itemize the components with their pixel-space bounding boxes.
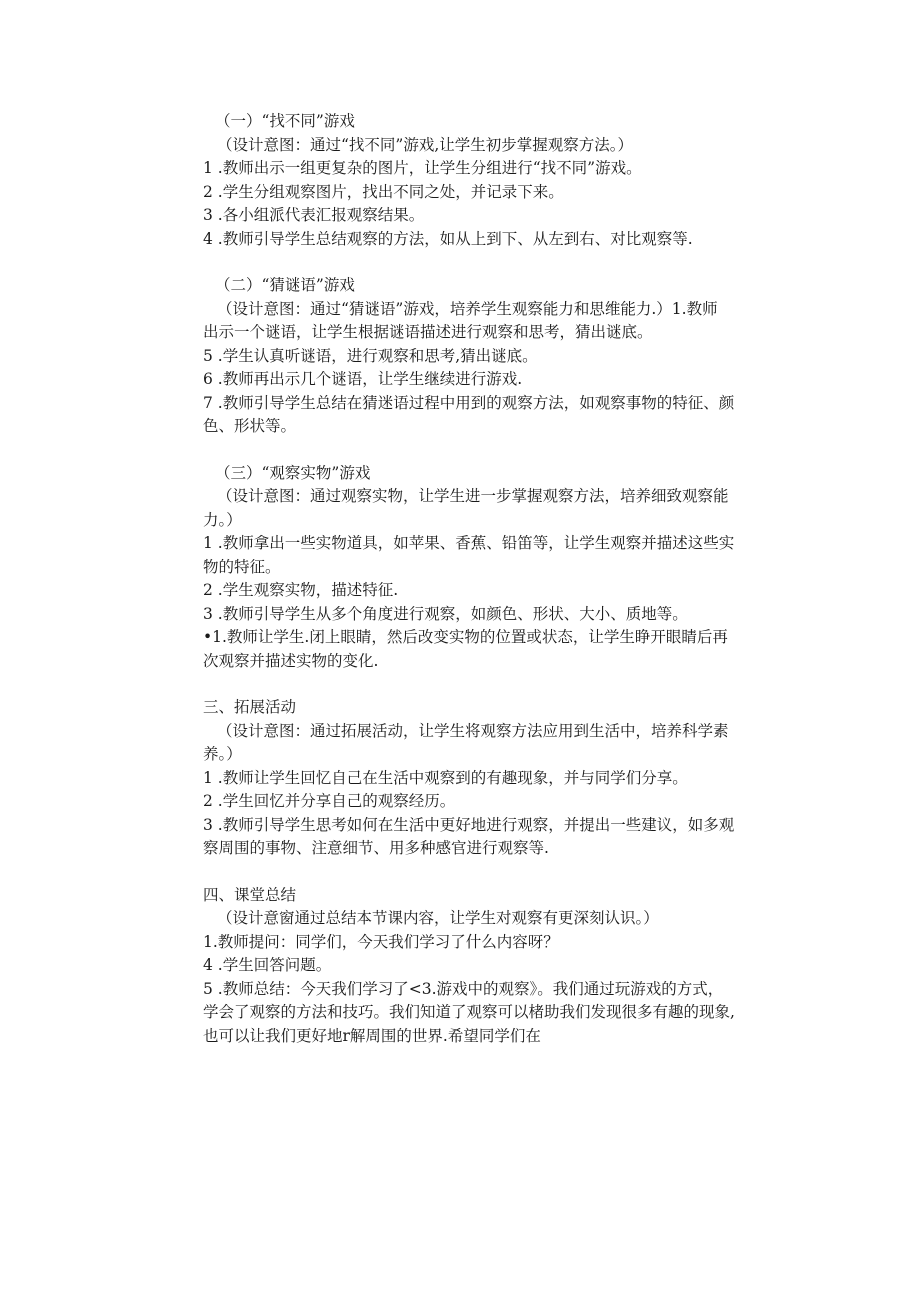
section-class-summary xyxy=(203,884,803,1049)
section-heading: （三）“观察实物”游戏 xyxy=(215,463,371,482)
section-find-differences xyxy=(203,110,803,251)
step-line: 出示一个谜语，让学生根据谜语描述进行观察和思考，猜出谜底。 xyxy=(203,323,653,341)
step-line: 1 .教师拿出一些实物道具，如苹果、香蕉、铅笛等，让学生观察并描述这些实 xyxy=(203,534,735,552)
step-line: 4 .教师引导学生总结观察的方法，如从上到下、从左到右、对比观察等. xyxy=(203,229,693,248)
step-line: 6 .教师再出示几个谜语，让学生继续进行游戏. xyxy=(203,370,523,388)
section-heading: 四、课堂总结 xyxy=(203,885,297,904)
design-intent-line: （设计意图：通过“找不同”游戏,让学生初步掌握观察方法。） xyxy=(217,135,634,154)
step-line: 5 .学生认真听谜语，进行观察和思考,猜出谜底。 xyxy=(203,346,538,365)
section-observe-objects xyxy=(203,462,803,674)
step-line: 2 .学生回忆并分享自己的观察经历。 xyxy=(203,792,456,810)
step-line: 2 .学生分组观察图片，找出不同之处，并记录下来。 xyxy=(203,182,564,201)
step-line: 1.教师提问：同学们，今天我们学习了什么内容呀？ xyxy=(203,932,559,951)
step-line: 5 .教师总结：今天我们学习了<3.游戏中的观察》。我们通过玩游戏的方式， xyxy=(203,979,724,998)
step-line: 次观察并描述实物的变化. xyxy=(203,651,379,670)
step-line: 也可以让我们更好地r解周围的世界.希望同学们在 xyxy=(203,1026,541,1045)
design-intent-line: （设计意图：通过拓展活动，让学生将观察方法应用到生活中，培养科学素 xyxy=(217,721,729,740)
design-intent-line: 力。） xyxy=(203,510,242,529)
design-intent-line: （设计意窗通过总结本节课内容，让学生对观察有更深刻认识。） xyxy=(217,909,659,927)
step-line: 1 .教师出示一组更复杂的图片，让学生分组进行“找不同”游戏。 xyxy=(203,159,642,177)
step-line: 学会了观察的方法和技巧。我们知道了观察可以楮助我们发现很多有趣的现象, xyxy=(203,1003,735,1021)
design-intent-line: 养。） xyxy=(203,745,242,763)
step-line: 4 .学生回答问题。 xyxy=(203,956,332,974)
document-page xyxy=(203,110,803,1071)
design-intent-line: （设计意图：通过观察实物，让学生进一步掌握观察方法，培养细致观察能 xyxy=(217,487,729,505)
section-heading: （二）“猜谜语”游戏 xyxy=(215,276,355,294)
step-line: 察周围的事物、注意细节、用多种感官进行观察等. xyxy=(203,839,549,857)
section-extension-activity xyxy=(203,696,803,861)
step-line: 3 .教师引导学生思考如何在生活中更好地进行观察，并提出一些建议，如多观 xyxy=(203,815,735,834)
section-riddles xyxy=(203,274,803,439)
step-line: 色、形状等。 xyxy=(203,417,297,435)
step-line: 1 .教师让学生回忆自己在生活中观察到的有趣现象，并与同学们分享。 xyxy=(203,768,688,787)
design-intent-line: （设计意图：通过“猜谜语”游戏，培养学生观察能力和思维能力.）1.教师 xyxy=(217,299,718,318)
step-line: •1.教师让学生.闭上眼睛，然后改变实物的位置或状态，让学生睁开眼睛后再 xyxy=(203,628,728,646)
section-heading: 三、拓展活动 xyxy=(203,698,297,716)
step-line: 7 .教师引导学生总结在猜迷语过程中用到的观察方法，如观察事物的特征、颜 xyxy=(203,393,735,412)
step-line: 2 .学生观察实物，描述特征. xyxy=(203,581,399,599)
step-line: 3 .教师引导学生从多个角度进行观察，如颜色、形状、大小、质地等。 xyxy=(203,604,688,623)
section-heading: （一）“找不同”游戏 xyxy=(215,112,355,130)
step-line: 物的特征。 xyxy=(203,557,281,576)
step-line: 3 .各小组派代表汇报观察结果。 xyxy=(203,206,425,224)
